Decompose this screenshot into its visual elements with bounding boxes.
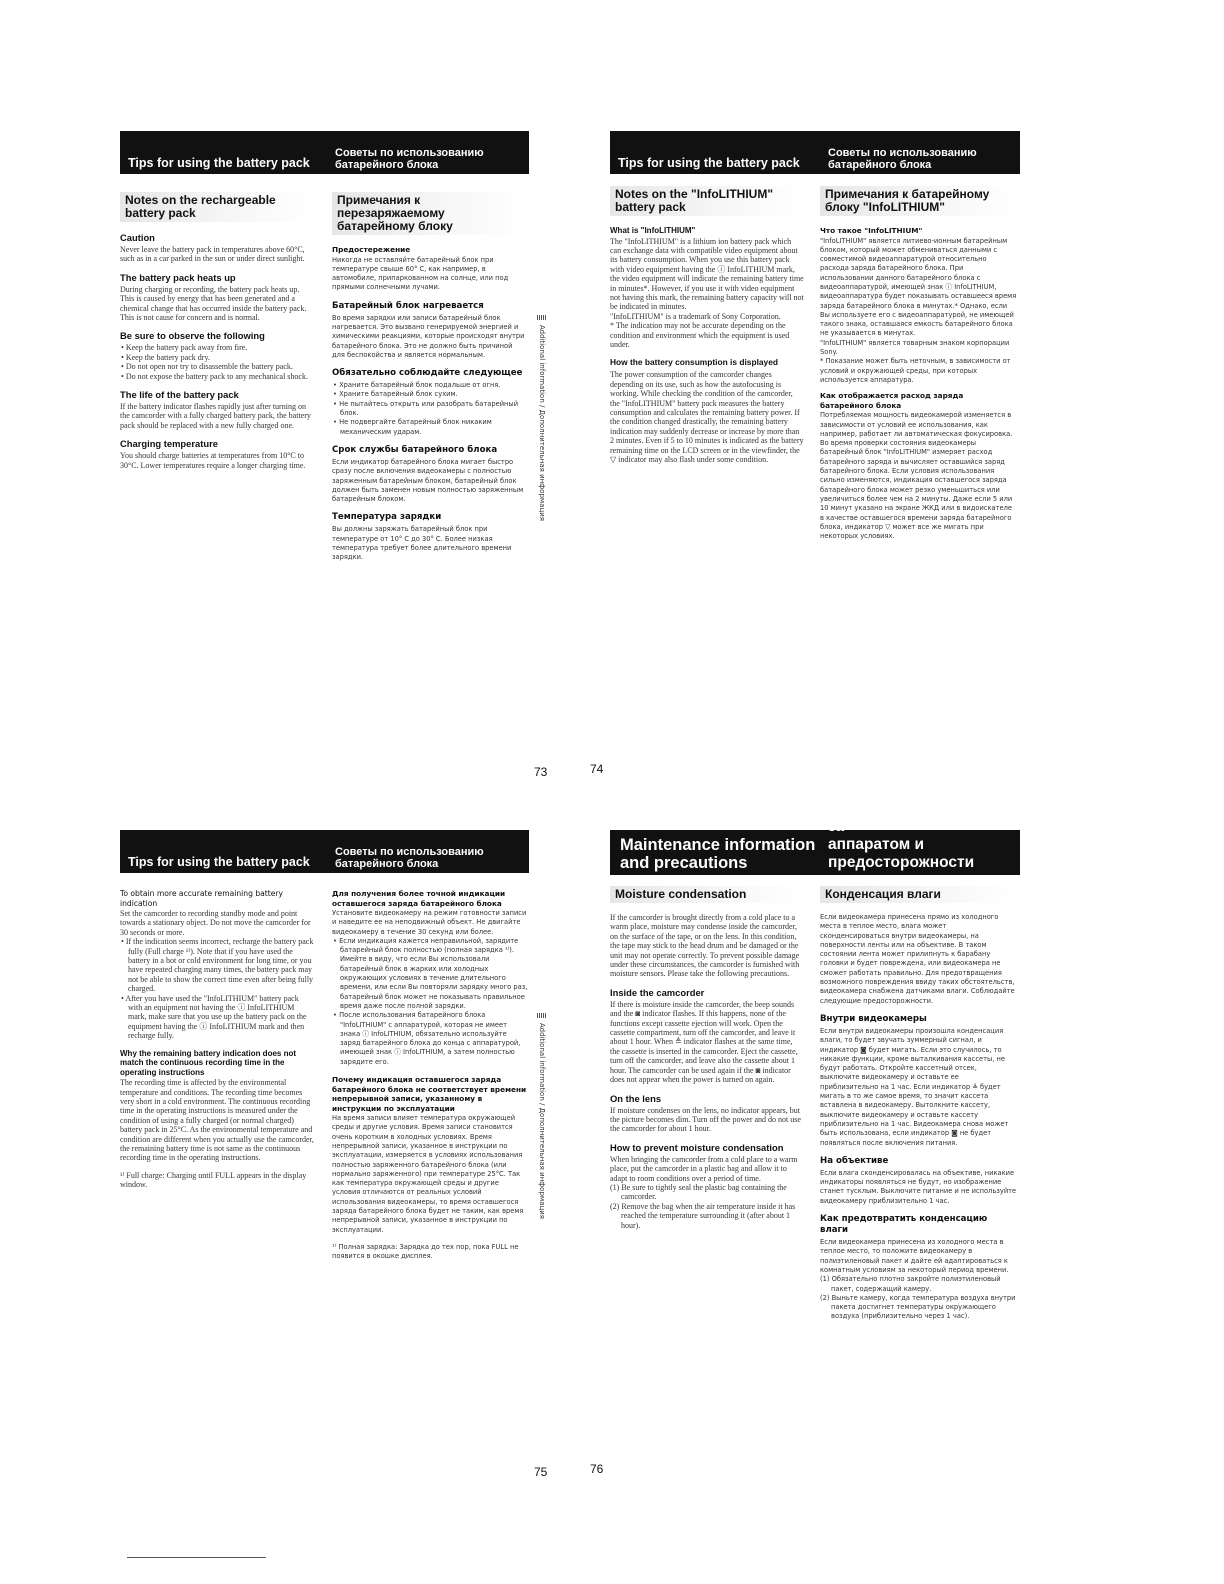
numbered-item: (1) Be sure to tightly seal the plastic bag containing the camcorder.	[610, 1182, 787, 1202]
header-bar-p73	[120, 131, 529, 174]
column-ru-p73	[332, 192, 526, 563]
heading: On the lens	[610, 1092, 662, 1104]
bullet-item: • После использования батарейного блока "InfoLITHIUM" с аппаратурой, которая не имеет знака ⓘ InfoLITHIUM, обязательно используйте заряд батарейного блока до конца с аппаратурой, имеющей знак ⓘ InfoLITHIUM, а затем полностью зарядите его.	[332, 1011, 528, 1067]
heading: To obtain more accurate remaining battery indication	[120, 889, 284, 908]
bullet-item: • Не пытайтесь открыть или разобрать батарейный блок.	[332, 400, 526, 419]
header-title-ru: Информация по уходу за аппаратом и предосторожности	[828, 800, 1001, 871]
heading: What is "InfoLITHIUM"	[610, 226, 696, 235]
bullet-item: • Do not expose the battery pack to any mechanical shock.	[120, 372, 314, 381]
heading: Предостережение	[332, 245, 411, 254]
paragraph: Если видеокамера принесена прямо из холодного места в теплое место, влага может сконденсироваться внутри видеокамеры, на поверхности ленты или на объективе. В таком состоянии лента может прилипнуть к барабану головки и будет повреждена, или видеокамера не сможет работать правильно. Для предотвращения возможного повреждения ввиду таких обстоятельств, видеокамера снабжена датчиками влаги. Соблюдайте следующие предосторожности.	[820, 913, 1015, 1005]
paragraph: During charging or recording, the battery pack heats up. This is caused by energy that has been generated and a chemical change that has occurred inside the battery pack. This is not cause for concern and is normal.	[120, 284, 307, 323]
link-underline[interactable]	[127, 1557, 266, 1558]
bullet-item: • Keep the battery pack away from fire.	[120, 343, 314, 352]
paragraph: If moisture condenses on the lens, no indicator appears, but the picture becomes dim. Turn off the power and do not use the camcorder for about 1 hour.	[610, 1105, 801, 1134]
bullet-item: • If the indication seems incorrect, recharge the battery pack fully (Full charge ¹⁾). Note that if you have used the battery in a hot or cold environment for long time, or you have repeated charging many times, the battery pack may not be able to show the correct time even after being fully charged.	[120, 937, 314, 993]
numbered-item: (1) Обязательно плотно закройте полиэтиленовый пакет, содержащий камеру.	[820, 1275, 1001, 1293]
footnote: ¹⁾ Full charge: Charging until FULL appears in the display window.	[120, 1170, 307, 1190]
heading: The battery pack heats up	[120, 271, 236, 283]
paragraph: The recording time is affected by the environmental temperature and conditions. The recording time becomes very short in a cold environment. The continuous recording time in the operating instructions is measured under the condition of using a fully charged (or normal charged) battery pack in 25°C. As the environmental temperature and condition are different when you actually use the camcorder, the remaining battery time is not same as the continuous recording time in the operating instructions.	[120, 1078, 314, 1163]
paragraph: На время записи влияет температура окружающей среды и другие условия. Время записи становится очень коротким в холодных условиях. Время непрерывной записи, указанное в инструкции по эксплуатации, измеряется в условиях использования полностью заряженного батарейного блока (или нормально заряженного) при температуре 25°С. Так как температура окружающей среды и другие условия отличаются от реальных условий использования видеокамеры, то время оставшегося заряда батарейного блока будет не таким, как время непрерывной записи, указанное в инструкции по эксплуатации.	[332, 1114, 524, 1234]
header-title-en: Tips for using the battery pack	[128, 855, 310, 869]
heading: Почему индикация оставшегося заряда батарейного блока не соответствует времени непрерывной записи, указанному в инструкции по эксплуатации	[332, 1075, 527, 1113]
paragraph: Потребляемая мощность видеокамерой изменяется в зависимости от условий ее использования, как например, работает ли автоматическая фокусировка. Во время проверки состояния видеокамеры батарейный блок "InfoLITHIUM" измеряет расход батарейного заряда и вычисляет оставшийся заряд батарейного блока. Если условия использования сильно изменяются, индикация оставшегося заряда батарейного блока может резко уменьшиться или увеличиться более чем на 2 минуты. Даже если 5 или 10 минут указано на экране ЖКД или в видоискателе в качестве оставшегося времени заряда батарейного блока, индикатор ▽ может все же мигать при некоторых условиях.	[820, 411, 1013, 541]
heading: Be sure to observe the following	[120, 330, 265, 342]
bullet-item: • Если индикация кажется неправильной, зарядите батарейный блок полностью (полная зарядка ¹⁾). Имейте в виду, что если Вы использовали батарейный блок в жарких или холодных окружающих условиях в течение длительного времени, или если Вы повторяли зарядку много раз, батарейный блок может не показывать правильное время даже после полной зарядки.	[332, 937, 528, 1011]
paragraph: "InfoLITHIUM" является товарным знаком корпорации Sony.	[820, 338, 1010, 357]
page-number: 76	[590, 1462, 604, 1476]
paragraph: Если внутри видеокамеры произошла конденсация влаги, то будет звучать зуммерный сигнал, и индикатор ◙ будет мигать. Если это случилось, то никакие функции, кроме выталкивания кассеты, не будут работать. Откройте кассетный отсек, выключите видеокамеру и оставьте ее приблизительно на 1 час. Если индикатор ≜ будет мигать в то же самое время, то значит кассета вставлена в видеокамеру. Вытолкните кассету, выключите видеокамеру и оставьте кассету приблизительно на 1 час. Видеокамера снова может быть использована, если индикатор ◙ не будет появляться после включения питания.	[820, 1026, 1009, 1147]
paragraph: Во время зарядки или записи батарейный блок нагревается. Это вызвано генерируемой энергией и химическими реакциями, которые происходят внутри батарейного блока. Это не должно быть причиной для беспокойства и является нормальным.	[332, 313, 525, 359]
heading: Caution	[120, 232, 155, 243]
header-bar-p74	[610, 131, 1020, 174]
page-number: 75	[534, 1465, 548, 1479]
bullet-item: • Храните батарейный блок сухим.	[332, 390, 526, 399]
paragraph: Установите видеокамеру на режим готовности записи и наведите ее на неподвижный объект. Не двигайте видеокамеру в течение 30 секунд или более.	[332, 909, 527, 936]
column-ru-p74	[820, 186, 1017, 541]
paragraph: "InfoLITHIUM" is a trademark of Sony Corporation.	[610, 311, 781, 321]
heading: Как предотвратить конденсацию влаги	[820, 1214, 988, 1236]
heading: Температура зарядки	[332, 512, 442, 523]
paragraph: "InfoLITHIUM" является литиево-ионным батарейным блоком, который может обмениваться данными с совместимой видеоаппаратурой относительно расхода заряда батарейного блока. При использовании данного батарейного блока с видеоаппаратурой, имеющей знак ⓘ InfoLITHIUM, видеоаппаратура будет показывать оставшееся время заряда батарейного блока в минутах.* Однако, если Вы используете его с видеоаппаратурой, не имеющей такого знака, оставшаяся емкость батарейного блока не указывается в минутах.	[820, 236, 1017, 338]
footnote: ¹⁾ Полная зарядка: Зарядка до тех пор, пока FULL не появится в окошке дисплея.	[332, 1242, 519, 1261]
footnote: * Показание может быть неточным, в зависимости от условий и окружающей среды, при которых используется аппаратура.	[820, 357, 1011, 384]
bullet-item: • Keep the battery pack dry.	[120, 353, 314, 362]
header-title-ru: Советы по использованию батарейного блока	[335, 147, 484, 171]
section-tab-label: Additional information / Дополнительная информация	[538, 1023, 546, 1220]
heading: Why the remaining battery indication does not match the continuous recording time in the operating instructions	[120, 1048, 297, 1077]
column-en-p76	[610, 886, 804, 1230]
paragraph: Set the camcorder to recording standby mode and point towards a stationary object. Do not move the camcorder for 30 seconds or more.	[120, 909, 311, 937]
heading: На объективе	[820, 1155, 889, 1166]
header-title-en: Maintenance information and precautions	[620, 836, 816, 872]
header-title-en: Tips for using the battery pack	[128, 156, 310, 170]
paragraph: Никогда не оставляйте батарейный блок при температуре свыше 60° С, как например, в автомобиле, припаркованном на солнце, или под прямыми солнечными лучами.	[332, 255, 509, 292]
paragraph: When bringing the camcorder from a cold place to a warm place, put the camcorder in a plastic bag and allow it to adapt to room conditions over a period of time.	[610, 1154, 798, 1183]
page-number: 73	[534, 765, 548, 779]
heading: Charging temperature	[120, 438, 218, 450]
column-en-p74	[610, 186, 804, 464]
section-title: Notes on the "InfoLITHIUM" battery pack	[610, 186, 804, 216]
heading: Внутри видеокамеры	[820, 1013, 927, 1024]
section-tab-marker	[537, 1013, 547, 1018]
heading: Как отображается расход заряда батарейного блока	[820, 391, 964, 410]
paragraph: If the camcorder is brought directly from a cold place to a warm place, moisture may condense inside the camcorder, on the surface of the tape, or on the lens. In this condition, the tape may stick to the head drum and be damaged or the unit may not operate correctly. To prevent possible damage under these circumstances, the camcorder is furnished with moisture sensors. Please take the following precautions.	[610, 913, 800, 979]
numbered-item: (2) Выньте камеру, когда температура воздуха внутри пакета достигнет температуры окружающего воздуха (приблизительно через 1 час).	[820, 1293, 1016, 1321]
header-title-ru: Советы по использованию батарейного блока	[828, 147, 977, 171]
paragraph: If the battery indicator flashes rapidly just after turning on the camcorder with a fully charged battery pack, the battery pack should be replaced with a new fully charged one.	[120, 402, 311, 430]
column-ru-p76	[820, 886, 1017, 1322]
heading: Обязательно соблюдайте следующее	[332, 368, 523, 379]
header-title-en: Tips for using the battery pack	[618, 156, 800, 170]
bullet-item: • Не подвергайте батарейный блок никаким механическим ударам.	[332, 418, 526, 437]
bullet-item: • Храните батарейный блок подальше от огня.	[332, 381, 526, 390]
heading: Inside the camcorder	[610, 986, 705, 998]
paragraph: If there is moisture inside the camcorder, the beep sounds and the ◙ indicator flashes. If this happens, none of the functions except cassette ejection will work. Open the cassette compartment, turn off the camcorder, and leave it about 1 hour. When ≜ indicator flashes at the same time, the cassette is inserted in the camcorder. Eject the cassette, turn off the camcorder, and leave also the cassette about 1 hour. The camcorder can be used again if the ◙ indicator does not appear when the power is turned on again.	[610, 999, 798, 1085]
section-title: Конденсация влаги	[820, 886, 1017, 903]
numbered-item: (2) Remove the bag when the air temperature inside it has reached the temperature surrounding it (after about 1 hour).	[610, 1201, 796, 1230]
bullet-item: • After you have used the "InfoLITHIUM" battery pack with an equipment not having the ⓘ InfoLITHIUM mark, make sure that you use up the battery pack on the equipment having the ⓘ InfoLITHIUM mark and then recharge fully.	[120, 994, 314, 1041]
paragraph: Never leave the battery pack in temperatures above 60°C, such as in a car parked in the sun or under direct sunlight.	[120, 245, 305, 264]
column-ru-p75	[332, 889, 528, 1262]
heading: Для получения более точной индикации оставшегося заряда батарейного блока	[332, 889, 506, 908]
paragraph: The "InfoLITHIUM" is a lithium ion battery pack which can exchange data with compatible video equipment about its battery consumption. When you use this battery pack with video equipment having the ⓘ InfoLITHIUM mark, the video equipment will indicate the remaining battery time in minutes*. However, if you use it with video equipment not having this mark, the remaining battery capacity will not be indicated in minutes.	[610, 236, 804, 312]
section-title: Moisture condensation	[610, 886, 804, 903]
paragraph: You should charge batteries at temperatures from 10°C to 30°C. Lower temperatures require a longer charging time.	[120, 451, 306, 470]
paragraph: The power consumption of the camcorder changes depending on its use, such as how the autofocusing is working. While checking the condition of the camcorder, the "InfoLITHIUM" battery pack measures the battery consumption and calculates the remaining battery power. If the condition changed drastically, the remaining battery indication may suddenly decrease or increase by more than 2 minutes. Even if 5 to 10 minutes is indicated as the battery remaining time on the LCD screen or in the viewfinder, the ▽ indicator may also flash under some condition.	[610, 370, 804, 465]
section-title: Примечания к перезаряжаемому батарейному блоку	[332, 192, 526, 235]
heading: The life of the battery pack	[120, 389, 239, 401]
paragraph: Если индикатор батарейного блока мигает быстро сразу после включения видеокамеры с полностью заряженным батарейным блоком, батарейный блок должен быть заменен новым полностью заряженным батарейным блоком.	[332, 457, 524, 504]
paragraph: Если видеокамера принесена из холодного места в теплое место, то положите видеокамеру в полиэтиленовый пакет и дайте ей адаптироваться к комнатным условиям за некоторый период времени.	[820, 1238, 1009, 1274]
heading: Батарейный блок нагревается	[332, 300, 484, 311]
section-title: Примечания к батарейному блоку "InfoLITHIUM"	[820, 186, 1017, 216]
section-tab-marker	[537, 315, 547, 320]
heading: How to prevent moisture condensation	[610, 1141, 784, 1153]
heading: Что такое "InfoLITHIUM"	[820, 226, 923, 235]
column-en-p73	[120, 192, 314, 470]
paragraph: Если влага сконденсировалась на объективе, никакие индикаторы появляться не будут, но изображение станет тусклым. Выключите питание и не используйте видеокамеру приблизительно 1 час.	[820, 1168, 1017, 1205]
heading: Срок службы батарейного блока	[332, 444, 498, 455]
column-en-p75	[120, 889, 314, 1190]
heading: How the battery consumption is displayed	[610, 357, 778, 368]
footnote: * The indication may not be accurate depending on the condition and environment which the equipment is used under.	[610, 321, 790, 349]
header-bar-p75	[120, 830, 529, 873]
header-title-ru: Советы по использованию батарейного блока	[335, 846, 484, 870]
paragraph: Вы должны заряжать батарейный блок при температуре от 10° С до 30° С. Более низкая температура требует более длительного времени зарядки.	[332, 525, 512, 562]
section-tab-label: Additional information / Дополнительная информация	[538, 325, 546, 522]
section-title: Notes on the rechargeable battery pack	[120, 192, 314, 222]
header-bar-p76	[610, 800, 1020, 875]
bullet-item: • Do not open nor try to disassemble the battery pack.	[120, 362, 314, 371]
page-number: 74	[590, 762, 604, 776]
